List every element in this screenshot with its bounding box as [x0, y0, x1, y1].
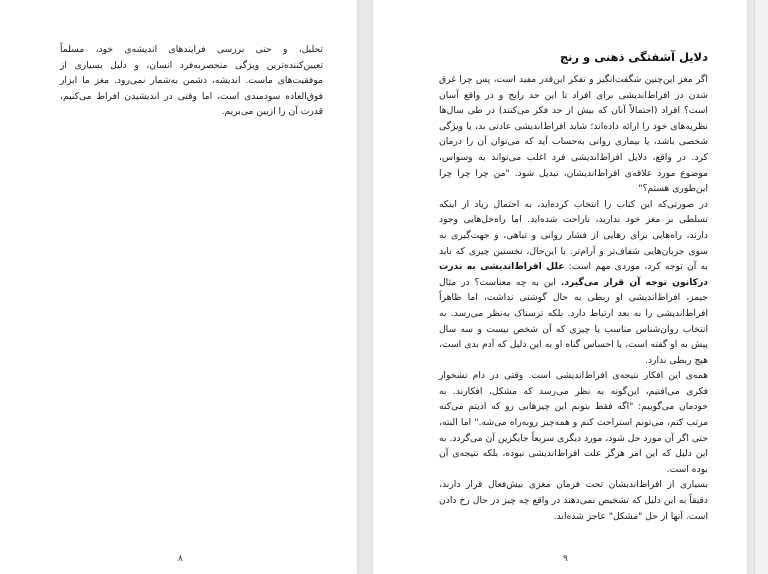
paragraph: تحلیل، و حتی بررسی فرایندهای اندیشه‌ی خود، مسلماً تعیین‌کننده‌ترین ویژگی منحصربه‌فرد انسان، و دلیل بسیاری از موفقیت‌های ماست. اندیشه، دشمن به‌شمار نمی‌رود. مغز ما ابزار فوق‌العاده سودمندی است، اما وقتی در اندیشیدن افراط می‌کنیم، قدرت آن را ازبین می‌بریم. — [60, 44, 323, 118]
right-page — [373, 0, 747, 574]
section-heading: دلایل آشفتگی ذهنی و رنج — [559, 50, 708, 64]
paragraph: بسیاری از افراط‌اندیشان تحت فرمان مغزی بیش‌فعال قرار دارند، دقیقاً به این دلیل که تشخیص نمی‌دهند در واقع چه چیز در حال رخ دادن است. آنها از حل "مشکل" عاجز شده‌اند. — [439, 479, 708, 522]
page-number: ۸ — [178, 554, 183, 564]
page-number: ۹ — [563, 554, 568, 564]
paragraph-text: در صورتی‌که این کتاب را انتخاب کرده‌اید، به احتمال زیاد از اینکه تسلطی بر مغز خود ندارید، ناراحت شده‌اید. اما راه‌حل‌هایی وجود دارند، راه‌هایی برای رهایی از فشار روانی و تباهی، و جهت‌گیری به سوی جریان‌هایی شفاف‌تر و آرام‌تر. با این‌حال، نخستین چیزی که باید به آن توجه کرد، موردی مهم است: — [439, 198, 708, 273]
bold-text: علل افراط‌اندیشی به ندرت درکانون توجه آن قرار می‌گیرد. — [439, 261, 708, 288]
paragraph: اگر مغز این‌چنین شگفت‌انگیز و تفکر این‌قدر مفید است، پس چرا غرق شدن در افراط‌اندیشی برای افراد تا این حد رایج و در واقع آسان است؟ افراد (احتمالاً آنان که بیش از حد فکر می‌کنند) در طی سال‌ها نظریه‌های خود را ارائه داده‌اند؛ شاید افراط‌اندیشی عادتی بد، یا ویژگی شخصی باشد، یا بیماری روانی به‌حساب آید که می‌توان آن را درمان کرد. در واقع، دلایل افراط‌اندیشی فرد اغلب می‌تواند به وسواس، موضوع مورد علاقه‌ی افراط‌اندیشان، تبدیل شود. "من چرا چرا چرا این‌طوری هستم؟" — [439, 74, 708, 195]
left-page-body — [60, 42, 323, 120]
right-page-body — [439, 72, 708, 524]
vertical-scrollbar[interactable] — [754, 0, 768, 574]
left-page — [0, 0, 357, 574]
paragraph-text: این به چه معناست؟ در مثال جیمز، افراط‌اندیشی او ربطی به حال گوشتی نداشت، اما ظاهراً افراط‌اندیشی را به بعد ارتباط دارد. بلکه ترسناک به‌نظر می‌رسد. به انتخاب روان‌شناس مناسب یا چیزی که آن شخص بیست و سه سال پیش به او گفته است، یا احساس گناه او به این دلیل که آدم بدی است، هیچ ربطی ندارد. — [439, 276, 708, 366]
paragraph — [439, 197, 708, 369]
paragraph: همه‌ی این افکار نتیجه‌ی افراط‌اندیشی است. وقتی در دام نشخوار فکری می‌افتیم، این‌گونه به نظر می‌رسد که مشکل، افکارند. به خودمان می‌گوییم: "اگه فقط بتونم این چیزهایی رو که اذیتم می‌کنه مرتب کنم، می‌تونم استراحت کنم و همه‌چیز روبه‌راه می‌شه." اما البته، حتی اگر آن مورد حل شود، مورد دیگری سریعاً جایگزین آن می‌گردد. به این دلیل که این امر هرگز علت افراط‌اندیشی نبوده، بلکه نتیجه‌ی آن بوده است. — [439, 370, 708, 475]
